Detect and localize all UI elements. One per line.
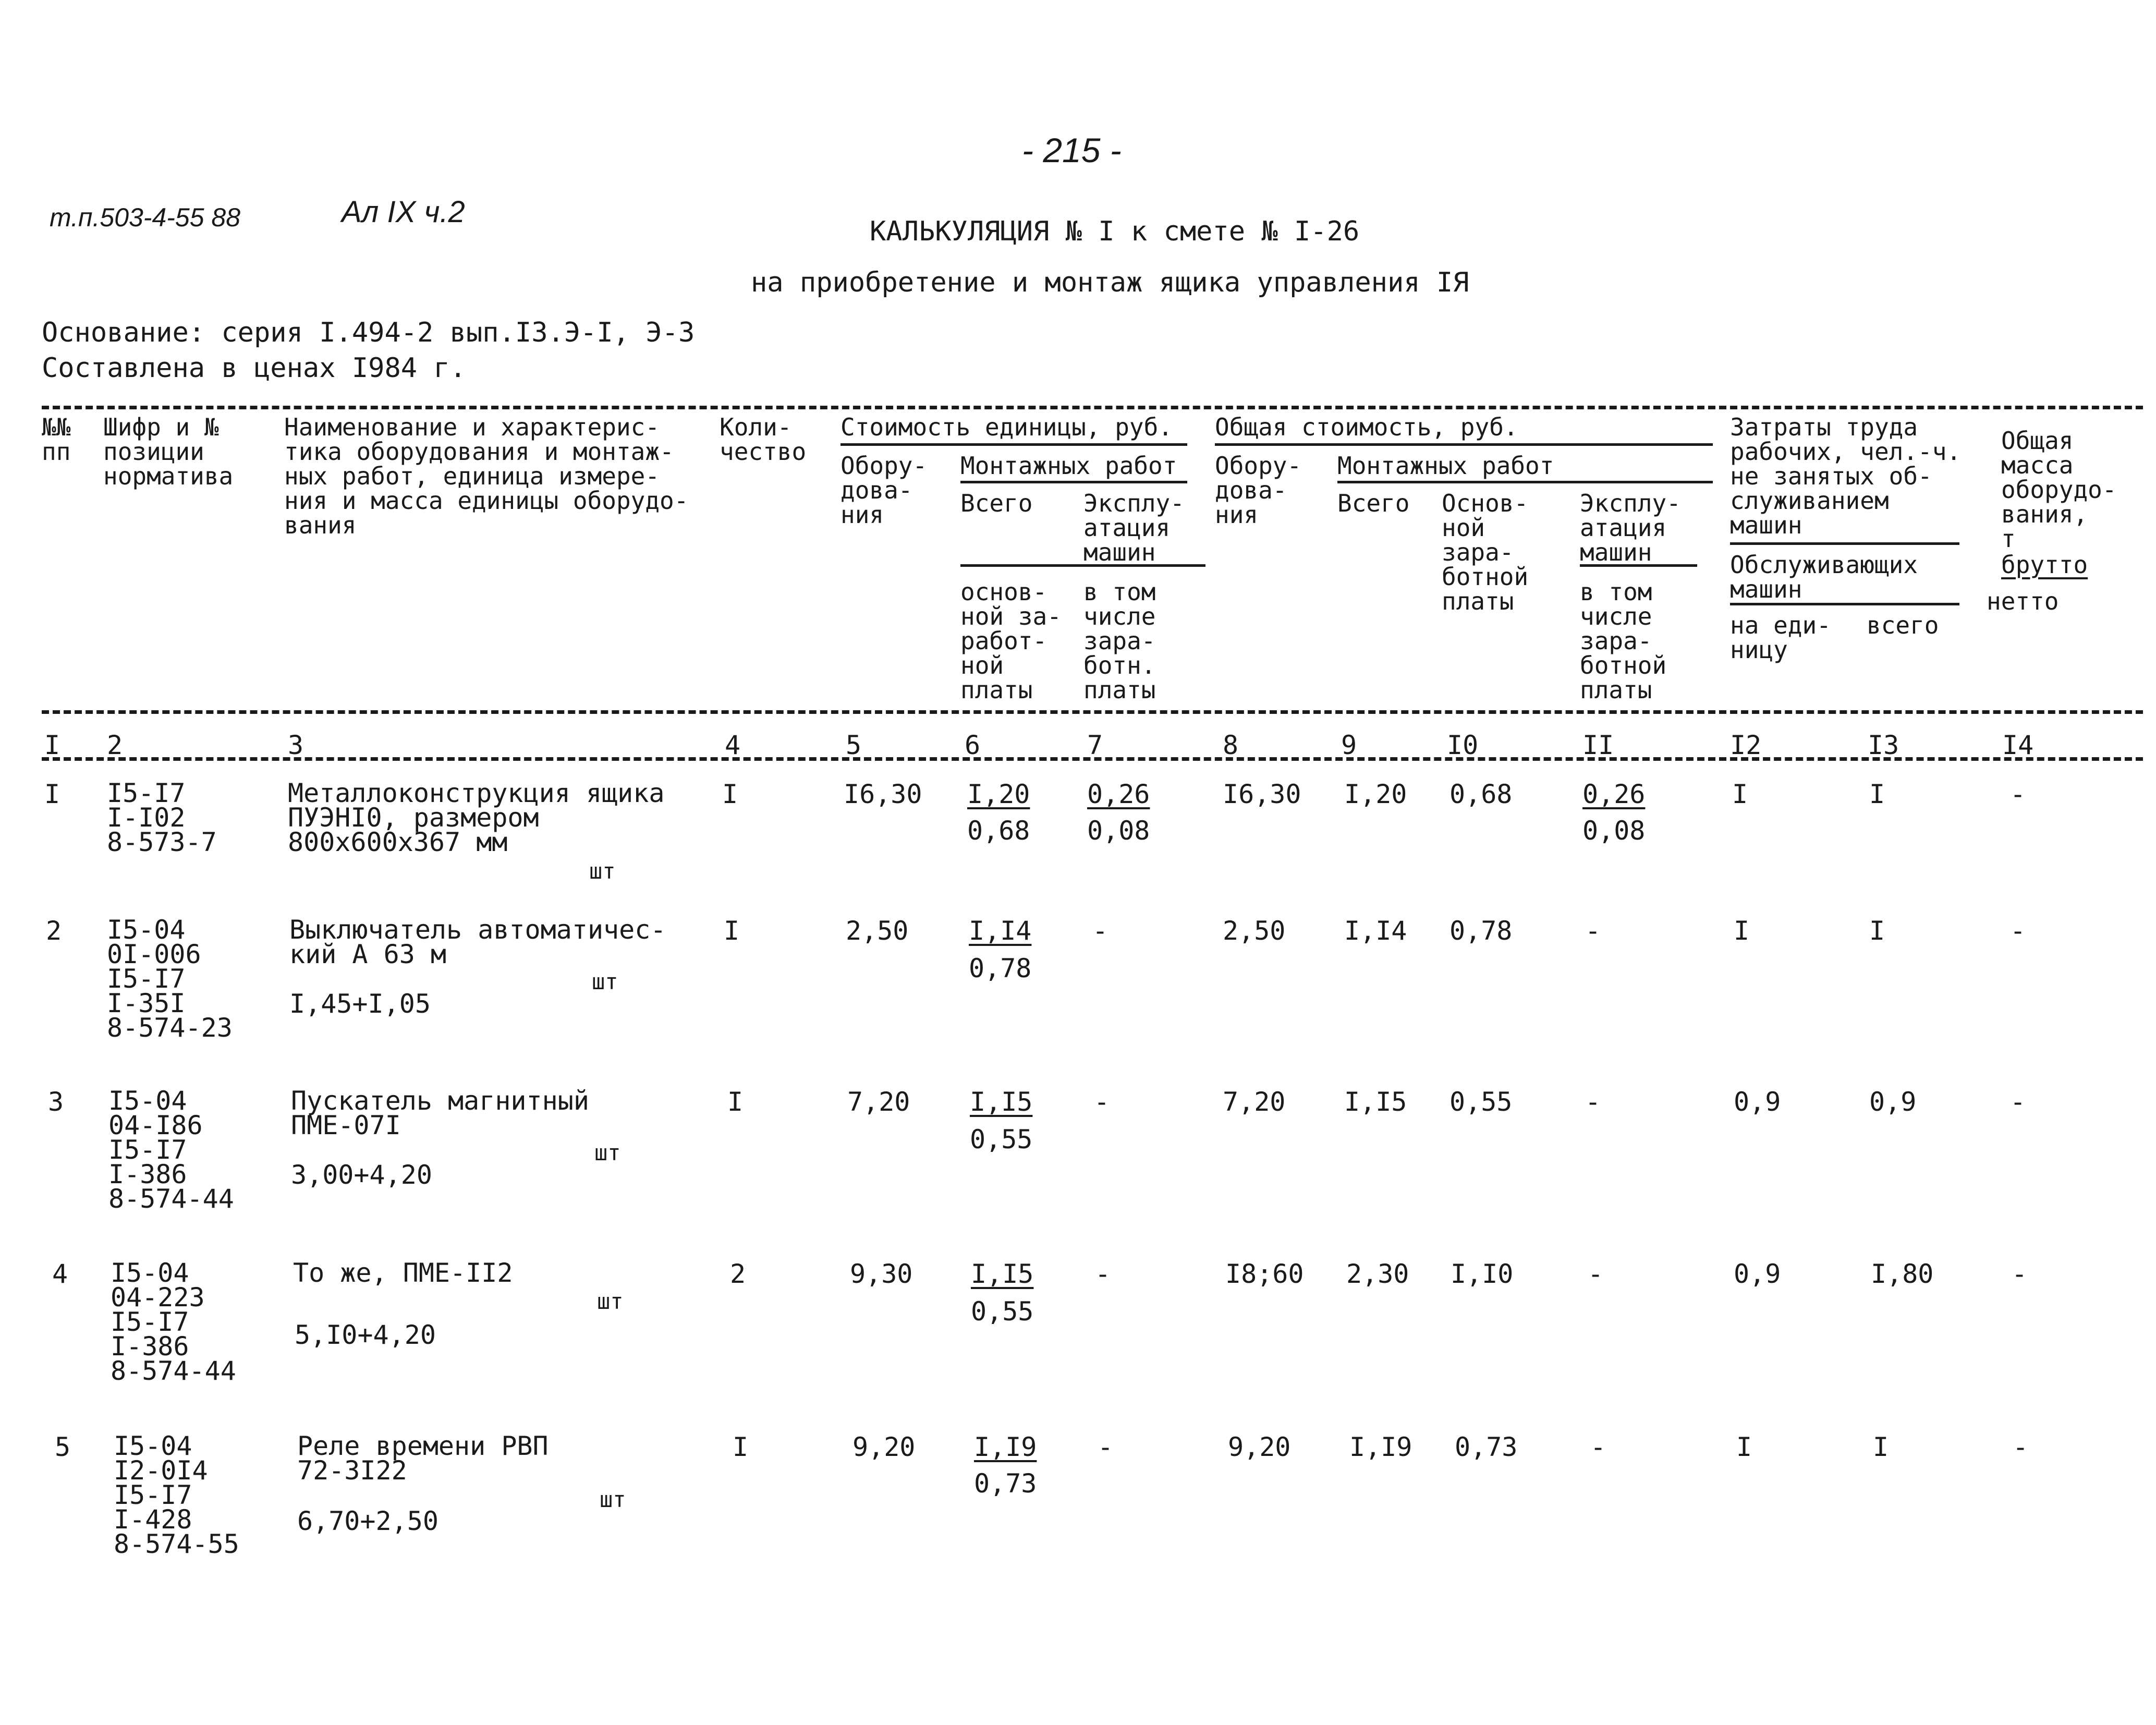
- row-qty: I: [722, 779, 738, 809]
- col-num-5: 5: [846, 730, 862, 760]
- col-num-12: I2: [1730, 730, 1762, 760]
- col-num-7: 7: [1087, 730, 1103, 760]
- row-mass: -: [2010, 779, 2026, 809]
- row-mass: -: [2010, 916, 2026, 946]
- col-num-1: I: [44, 730, 60, 760]
- row-total-ekspl: 0,26: [1582, 779, 1646, 809]
- row-labor-total: 0,9: [1869, 1087, 1917, 1117]
- col-qty-header: Коли- чество: [720, 413, 807, 466]
- row-labor-total: I: [1869, 916, 1885, 946]
- labor-serv-rule: [1730, 603, 1959, 605]
- row-unit-vsego: I,20: [967, 779, 1030, 809]
- row-unit: шт: [600, 1487, 626, 1512]
- row-total-equip: 9,20: [1228, 1432, 1291, 1462]
- row-total-ekspl: -: [1585, 1087, 1601, 1117]
- row-labor-unit: I: [1732, 779, 1748, 809]
- row-unit-vtom: 0,08: [1087, 816, 1150, 846]
- col-name-header: Наименование и характерис- тика оборудования и монтаж- ных работ, единица измере- ния и масса единицы оборудо- вания: [284, 413, 689, 539]
- page-title: КАЛЬКУЛЯЦИЯ № I к смете № I-26: [870, 216, 1360, 247]
- row-labor-unit: I: [1734, 916, 1750, 946]
- row-code: I5-I7 I-I02 8-573-7: [107, 778, 217, 857]
- labor-rule: [1730, 542, 1959, 545]
- row-labor-unit: I: [1736, 1432, 1752, 1462]
- row-labor-total: I: [1869, 779, 1885, 809]
- col-num-4: 4: [725, 730, 741, 760]
- row-mass: -: [2013, 1432, 2029, 1462]
- unit-cost-rule: [841, 443, 1187, 446]
- row-labor-unit: 0,9: [1734, 1087, 1781, 1117]
- col-num-8: 8: [1223, 730, 1239, 760]
- col-num-10: I0: [1447, 730, 1479, 760]
- total-cost-header: Общая стоимость, руб.: [1215, 413, 1518, 441]
- row-number: 3: [48, 1087, 64, 1117]
- total-cost-rule: [1215, 443, 1713, 446]
- mass-header: Общая масса оборудо- вания, т: [2001, 427, 2117, 553]
- row-total-equip: 7,20: [1223, 1087, 1286, 1117]
- row-total-osn: 0,78: [1449, 916, 1513, 946]
- row-total-vsego: I,I9: [1349, 1432, 1412, 1462]
- col-num-13: I3: [1868, 730, 1899, 760]
- row-unit: шт: [589, 858, 616, 884]
- mass-netto-header: нетто: [1987, 587, 2059, 615]
- row-unit-osn-zp: 0,73: [974, 1468, 1037, 1499]
- total-vsego-header: Всего: [1337, 489, 1410, 517]
- row-unit-ekspl: 0,26: [1087, 779, 1150, 809]
- unit-osn-zp-header: основ- ной за- работ- ной платы: [960, 578, 1062, 704]
- row-total-vsego: I,20: [1344, 779, 1407, 809]
- total-montage-header: Монтажных работ: [1337, 452, 1554, 480]
- row-code: I5-04 0I-006 I5-I7 I-35I 8-574-23: [107, 915, 233, 1043]
- row-total-ekspl: -: [1585, 916, 1601, 946]
- col-num-6: 6: [965, 730, 981, 760]
- row-number: I: [44, 779, 60, 809]
- row-unit-osn-zp: 0,78: [969, 953, 1032, 983]
- col-num-14: I4: [2002, 730, 2034, 760]
- row-unit: шт: [592, 969, 618, 994]
- header-top-rule: [42, 406, 2143, 409]
- row-name: Выключатель автоматичес- кий А 63 м: [289, 915, 666, 969]
- row-number: 4: [52, 1259, 68, 1289]
- row-mass-per-unit: 5,I0+4,20: [295, 1320, 436, 1350]
- labor-serv-header: Обслуживающих машин: [1730, 551, 1918, 603]
- row-qty: I: [733, 1432, 749, 1462]
- total-equip-header: Обору- дова- ния: [1215, 452, 1302, 529]
- unit-vtom-header: в том числе зара- ботн. платы: [1083, 578, 1156, 704]
- total-montage-rule: [1337, 481, 1713, 483]
- row-name: Реле времени РВП 72-3I22: [297, 1431, 549, 1486]
- row-code: I5-04 04-223 I5-I7 I-386 8-574-44: [111, 1258, 236, 1386]
- row-total-vsego: I,I4: [1344, 916, 1407, 946]
- row-unit-equip: I6,30: [844, 779, 922, 809]
- row-unit-vsego: I,I5: [971, 1259, 1034, 1289]
- row-total-vsego: 2,30: [1346, 1259, 1409, 1289]
- col-numbers-rule: [42, 757, 2143, 761]
- labor-per-unit-header: на еди- ницу: [1730, 611, 1831, 664]
- row-qty: I: [727, 1087, 744, 1117]
- col-num-9: 9: [1341, 730, 1357, 760]
- prices-text: Составлена в ценах I984 г.: [42, 353, 466, 384]
- unit-sub-rule: [960, 564, 1205, 567]
- row-qty: I: [724, 916, 740, 946]
- col-num-2: 2: [107, 730, 123, 760]
- row-total-ekspl: -: [1590, 1432, 1606, 1462]
- row-unit-osn-zp: 0,55: [971, 1296, 1034, 1327]
- row-total-vsego: I,I5: [1344, 1087, 1407, 1117]
- row-unit-osn-zp: 0,68: [967, 816, 1030, 846]
- row-total-osn: I,I0: [1451, 1259, 1514, 1289]
- row-mass: -: [2010, 1087, 2026, 1117]
- row-unit-equip: 2,50: [846, 916, 909, 946]
- album-label: Ал IX ч.2: [342, 195, 465, 229]
- mass-brutto-header: брутто: [2001, 551, 2088, 579]
- document-code: т.п.503-4-55 88: [50, 203, 241, 232]
- row-labor-total: I,80: [1871, 1259, 1934, 1289]
- row-total-equip: I6,30: [1223, 779, 1301, 809]
- total-ekspl-rule: [1580, 564, 1697, 567]
- labor-total-header: всего: [1867, 611, 1939, 639]
- total-ekspl-header: Эксплу- атация машин: [1580, 489, 1681, 566]
- row-total-osn: 0,73: [1455, 1432, 1518, 1462]
- row-unit-ekspl: -: [1092, 916, 1109, 946]
- col-number-header: №№ пп: [42, 413, 71, 466]
- row-unit-ekspl: -: [1098, 1432, 1114, 1462]
- row-total-equip: 2,50: [1223, 916, 1286, 946]
- row-labor-unit: 0,9: [1734, 1259, 1781, 1289]
- row-unit: шт: [597, 1289, 624, 1314]
- row-unit-equip: 9,20: [852, 1432, 916, 1462]
- row-unit-vsego: I,I5: [970, 1087, 1033, 1117]
- row-unit-vsego: I,I9: [974, 1432, 1037, 1462]
- row-total-ekspl: -: [1588, 1259, 1604, 1289]
- row-unit-equip: 7,20: [847, 1087, 910, 1117]
- row-unit-vsego: I,I4: [969, 916, 1032, 946]
- row-name: Пускатель магнитный ПМЕ-07I: [291, 1086, 589, 1140]
- row-code: I5-04 04-I86 I5-I7 I-386 8-574-44: [108, 1086, 234, 1214]
- unit-vsego-header: Всего: [960, 489, 1033, 517]
- page-subtitle: на приобретение и монтаж ящика управления IЯ: [751, 267, 1469, 298]
- col-code-header: Шифр и № позиции норматива: [103, 413, 234, 490]
- total-vtom-header: в том числе зара- ботной платы: [1580, 578, 1667, 704]
- unit-montage-header: Монтажных работ: [960, 452, 1177, 480]
- total-osn-zar-header: Основ- ной зара- ботной платы: [1442, 489, 1529, 615]
- page-number: - 215 -: [1022, 131, 1122, 169]
- row-total-osn: 0,55: [1449, 1087, 1513, 1117]
- row-code: I5-04 I2-0I4 I5-I7 I-428 8-574-55: [114, 1431, 239, 1559]
- row-total-osn: 0,68: [1449, 779, 1513, 809]
- row-unit-ekspl: -: [1094, 1087, 1110, 1117]
- row-qty: 2: [730, 1259, 746, 1289]
- unit-ekspl-header: Эксплу- атация машин: [1083, 489, 1185, 566]
- row-number: 2: [46, 916, 62, 946]
- unit-equip-header: Обору- дова- ния: [841, 452, 928, 529]
- basis-text: Основание: серия I.494-2 вып.I3.Э-I, Э-3: [42, 317, 695, 348]
- row-name: То же, ПМЕ-II2: [293, 1258, 513, 1288]
- row-mass-per-unit: 6,70+2,50: [297, 1506, 438, 1536]
- row-total-vtom: 0,08: [1582, 816, 1646, 846]
- row-mass-per-unit: I,45+I,05: [289, 989, 431, 1019]
- row-name: Металлоконструкция ящика ПУЭНI0, размером 800х600х367 мм: [288, 778, 665, 857]
- row-number: 5: [55, 1432, 71, 1462]
- row-mass: -: [2012, 1259, 2028, 1289]
- unit-cost-header: Стоимость единицы, руб.: [841, 413, 1173, 441]
- labor-header: Затраты труда рабочих, чел.-ч. не занятых об- служиванием машин: [1730, 413, 1962, 539]
- row-unit-equip: 9,30: [850, 1259, 913, 1289]
- row-unit-osn-zp: 0,55: [970, 1124, 1033, 1155]
- row-total-equip: I8;60: [1225, 1259, 1304, 1289]
- unit-montage-rule: [960, 481, 1187, 483]
- col-num-3: 3: [288, 730, 304, 760]
- row-mass-per-unit: 3,00+4,20: [291, 1160, 432, 1190]
- row-unit-ekspl: -: [1095, 1259, 1111, 1289]
- row-labor-total: I: [1873, 1432, 1889, 1462]
- header-bottom-rule: [42, 710, 2143, 714]
- col-num-11: II: [1582, 730, 1614, 760]
- row-unit: шт: [594, 1140, 621, 1165]
